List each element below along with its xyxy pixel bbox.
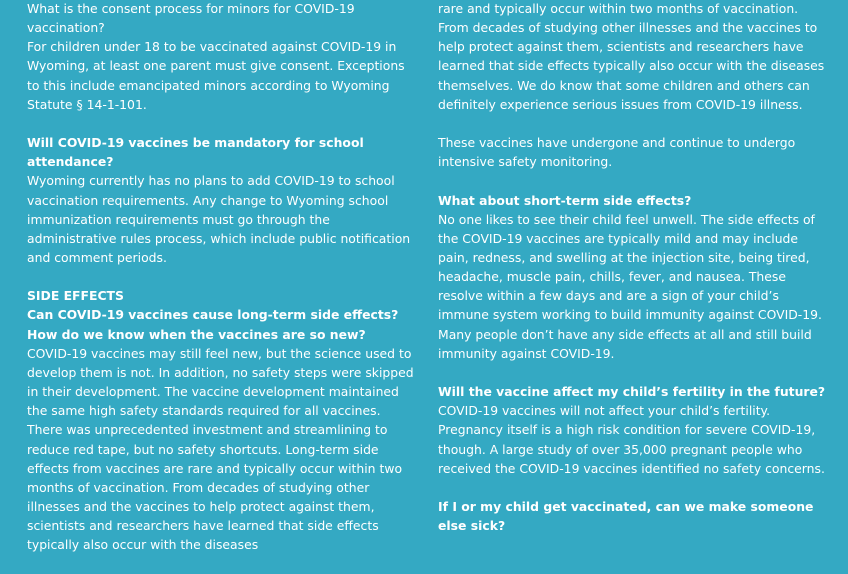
mandatory-answer: Wyoming currently has no plans to add COVID-19 to school vaccination requirements. Any change to Wyoming school immunization requirements must go through the administrative rules process, which include public notification and comment periods. bbox=[27, 173, 411, 266]
mandatory-question: Will COVID-19 vaccines be mandatory for school attendance? bbox=[27, 135, 364, 170]
long-term-answer: COVID-19 vaccines may still feel new, but the science used to develop them is not. In addition, no safety steps were skipped in their development. The vaccine development maintained the same high safety standards required for all vaccines. There was unprecedented investment and streamlining to reduce red tape, but no safety shortcuts. Long-term side effects from vaccines are rare and typically occur within two months of vaccination. From decades of studying other illnesses and the vaccines to help protect against them, scientists and researchers have learned that side effects typically also occur with the diseases bbox=[27, 345, 414, 553]
fertility-answer: COVID-19 vaccines will not affect your child’s fertility. Pregnancy itself is a high risk condition for severe COVID-19, though. A large study of over 35,000 pregnant people who received the COVID-19 vaccines identified no safety concerns. bbox=[438, 403, 825, 476]
side-effects-section-heading: SIDE EFFECTS bbox=[27, 288, 124, 304]
consent-answer: For children under 18 to be vaccinated against COVID-19 in Wyoming, at least one parent must give consent. Exceptions to this include emancipated minors according to Wyoming Statute § 14-1-101. bbox=[27, 39, 405, 112]
faq-sick bbox=[438, 497, 830, 535]
right-column bbox=[438, 0, 830, 554]
sick-question: If I or my child get vaccinated, can we make someone else sick? bbox=[438, 499, 814, 534]
faq-consent bbox=[27, 0, 419, 114]
left-column bbox=[27, 0, 419, 574]
short-term-question: What about short-term side effects? bbox=[438, 192, 692, 208]
faq-fertility bbox=[438, 382, 830, 478]
continuation-text: rare and typically occur within two months of vaccination. From decades of studying other illnesses and the vaccines to help protect against them, scientists and researchers have learned that side effects typically also occur with the diseases themselves. We do know that some children and others can definitely experience serious issues from COVID-19 illness. bbox=[438, 1, 825, 112]
fertility-question: Will the vaccine affect my child’s fertility in the future? bbox=[438, 384, 826, 400]
faq-mandatory bbox=[27, 133, 419, 267]
faq-long-term bbox=[27, 286, 419, 554]
long-term-question: Can COVID-19 vaccines cause long-term side effects? How do we know when the vaccines are so new? bbox=[27, 307, 399, 342]
short-term-answer: No one likes to see their child feel unwell. The side effects of the COVID-19 vaccines are typically mild and may include pain, redness, and swelling at the injection site, being tired, headache, muscle pain, chills, fever, and nausea. These resolve within a few days and are a sign of your child’s immune system working to build immunity against COVID-19. Many people don’t have any side effects at all and still build immunity against COVID-19. bbox=[438, 211, 822, 361]
long-term-continuation bbox=[438, 0, 830, 114]
safety-monitoring bbox=[438, 133, 830, 171]
consent-question: What is the consent process for minors for COVID-19 vaccination? bbox=[27, 1, 355, 36]
monitoring-text: These vaccines have undergone and continue to undergo intensive safety monitoring. bbox=[438, 135, 796, 170]
faq-short-term bbox=[438, 191, 830, 363]
